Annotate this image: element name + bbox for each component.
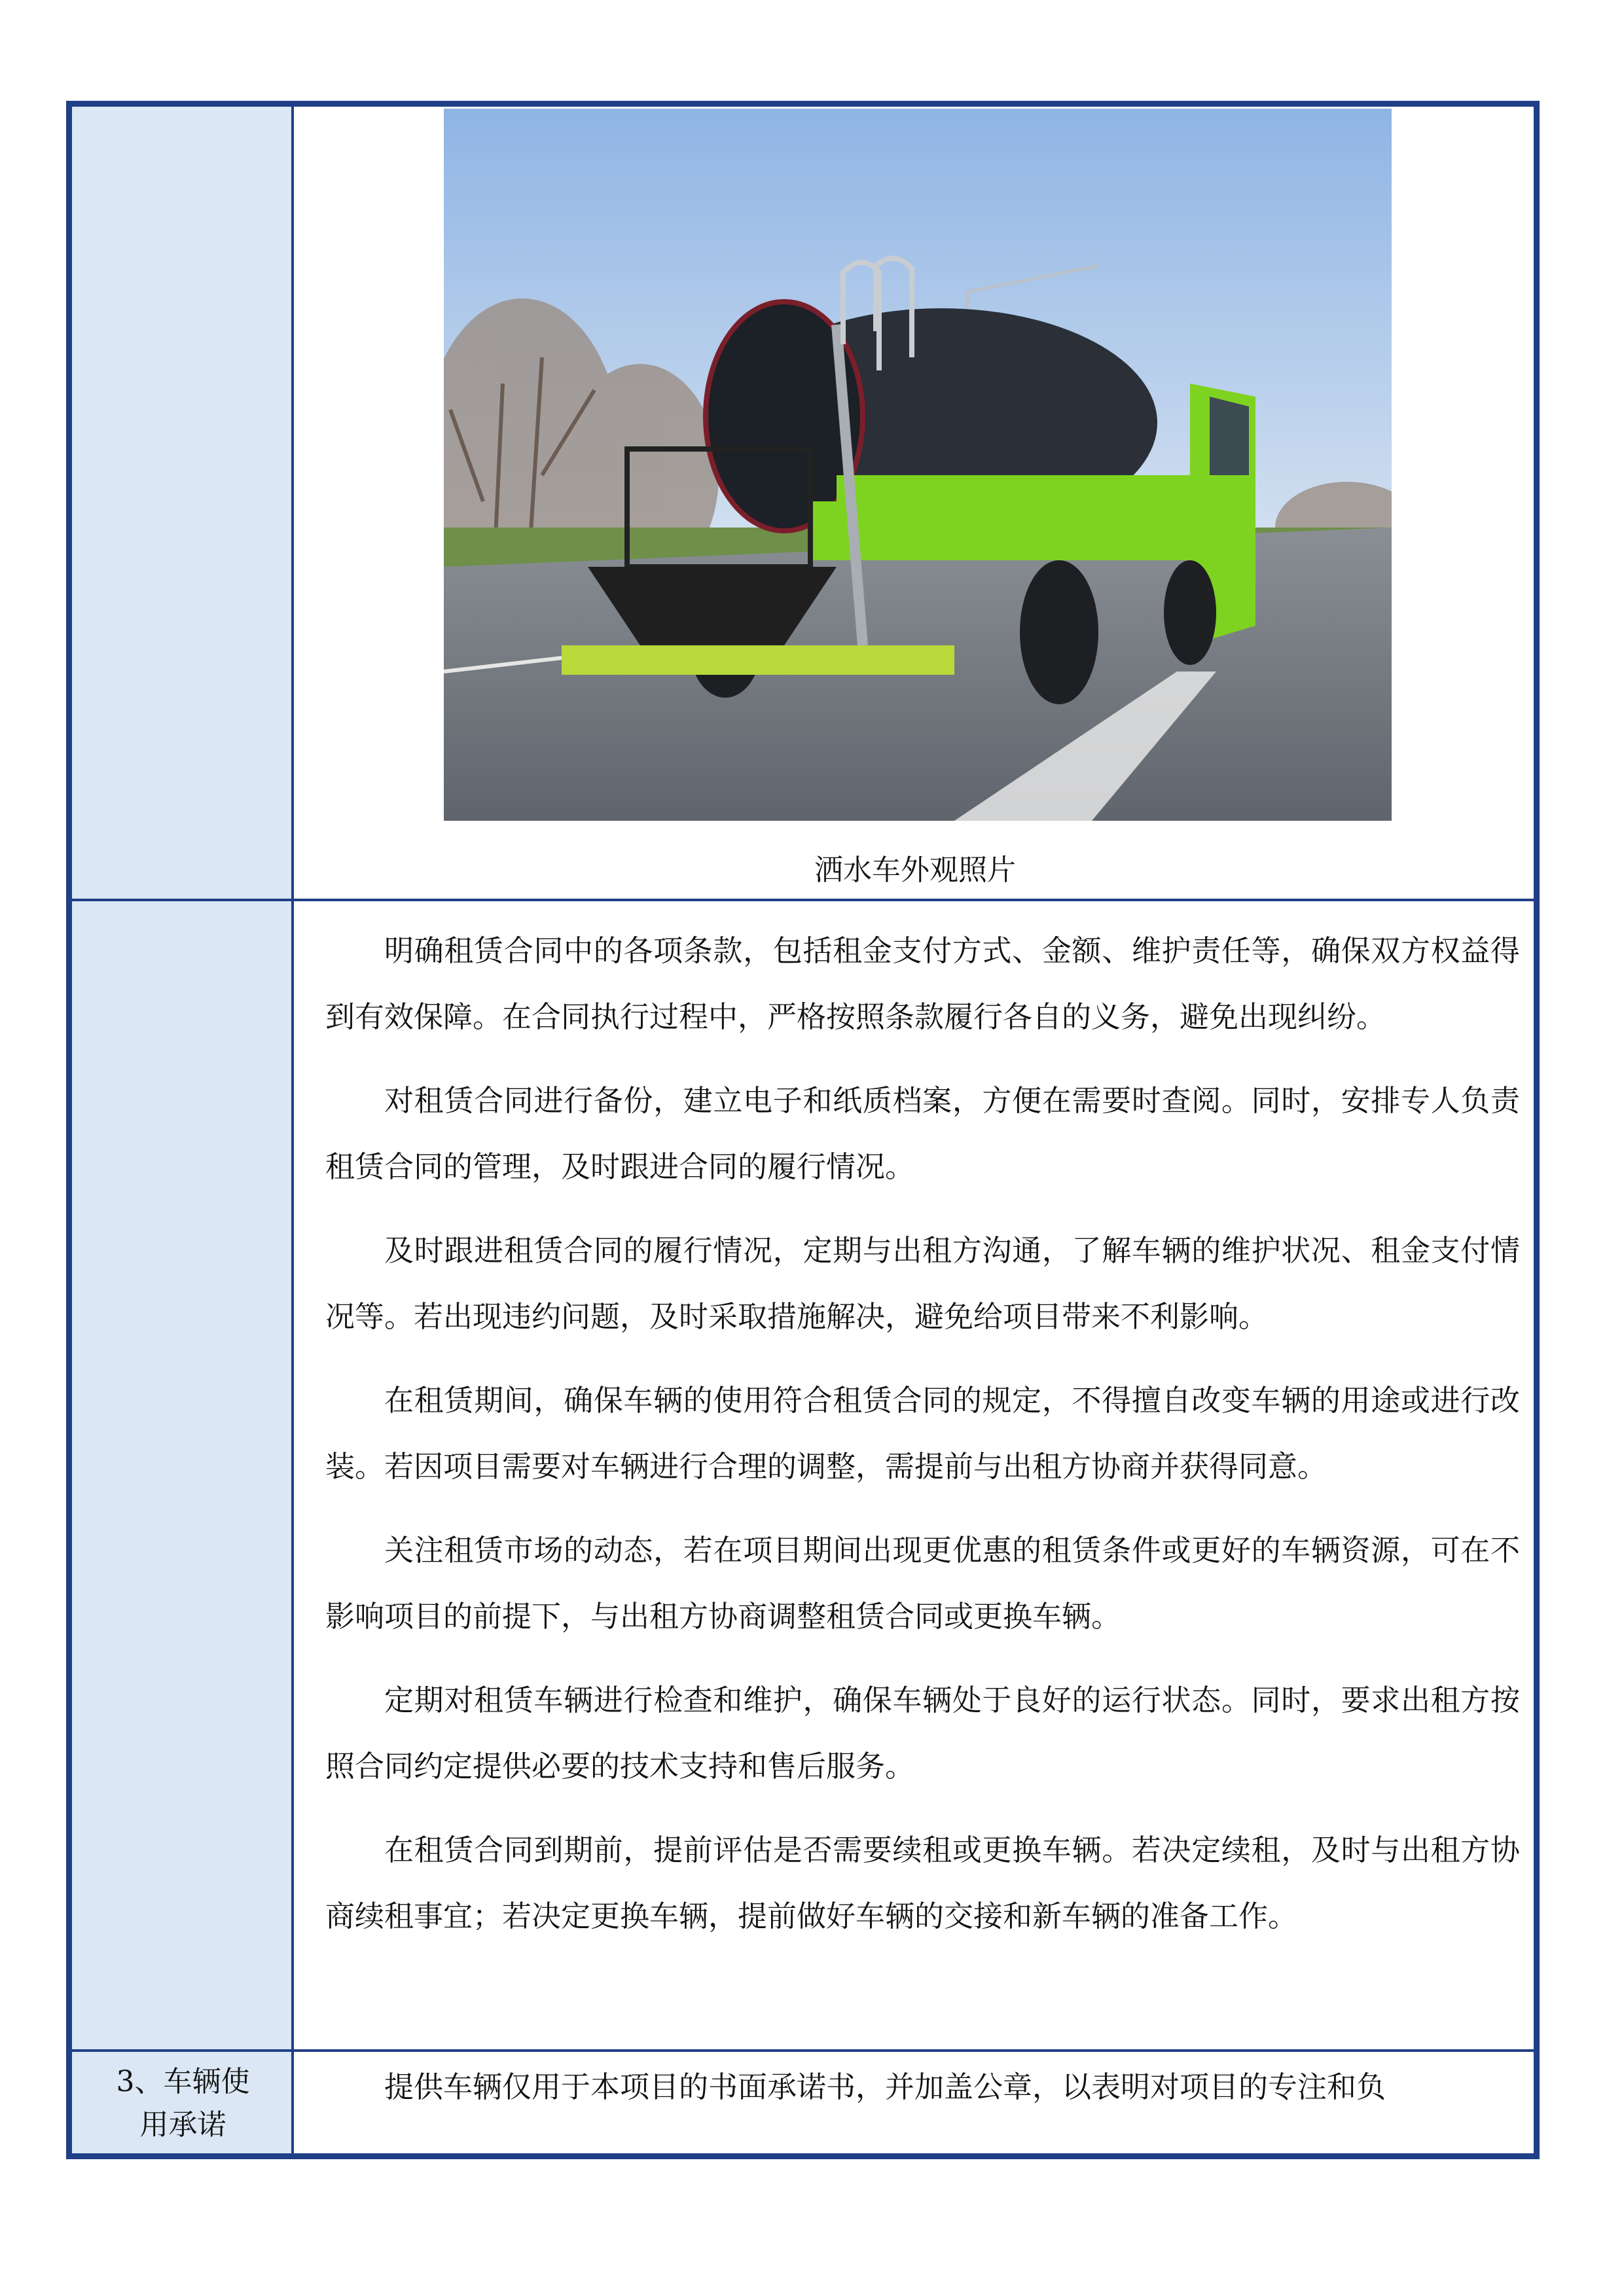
- paragraph: 关注租赁市场的动态，若在项目期间出现更优惠的租赁条件或更好的车辆资源，可在不影响项目的前提下，与出租方协商调整租赁合同或更换车辆。: [325, 1533, 1520, 1634]
- table-frame: [66, 101, 1540, 2159]
- row-label-vehicle-commitment: [72, 2054, 294, 2153]
- paragraph: 及时跟进租赁合同的履行情况，定期与出租方沟通，了解车辆的维护状况、租金支付情况等。若出现违约问题，及时采取措施解决，避免给项目带来不利影响。: [325, 1233, 1520, 1334]
- truck-photo-illustration: [444, 109, 1392, 821]
- row-divider: [72, 899, 1534, 901]
- paragraph: 在租赁期间，确保车辆的使用符合租赁合同的规定，不得擅自改变车辆的用途或进行改装。若因项目需要对车辆进行合理的调整，需提前与出租方协商并获得同意。: [325, 1383, 1520, 1484]
- photo-caption: 洒水车外观照片: [814, 853, 1016, 887]
- paragraph: 在租赁合同到期前，提前评估是否需要续租或更换车辆。若决定续租，及时与出租方协商续租事宜；若决定更换车辆，提前做好车辆的交接和新车辆的准备工作。: [325, 1833, 1520, 1933]
- paragraph: 定期对租赁车辆进行检查和维护，确保车辆处于良好的运行状态。同时，要求出租方按照合同约定提供必要的技术支持和售后服务。: [325, 1683, 1520, 1784]
- water-sprinkler-truck-photo: [444, 109, 1392, 821]
- row-label-text: 3、车辆使用承诺: [116, 2065, 250, 2142]
- row-divider: [72, 2049, 1534, 2052]
- lease-management-text: [325, 918, 1520, 1967]
- paragraph: 对租赁合同进行备份，建立电子和纸质档案，方便在需要时查阅。同时，安排专人负责租赁合同的管理，及时跟进合同的履行情况。: [325, 1083, 1520, 1184]
- paragraph: 明确租赁合同中的各项条款，包括租金支付方式、金额、维护责任等，确保双方权益得到有效保障。在合同执行过程中，严格按照条款履行各自的义务，避免出现纠纷。: [325, 933, 1520, 1034]
- label-column: [72, 107, 294, 2153]
- vehicle-commitment-text: 提供车辆仅用于本项目的书面承诺书，并加盖公章，以表明对项目的专注和负: [384, 2070, 1386, 2104]
